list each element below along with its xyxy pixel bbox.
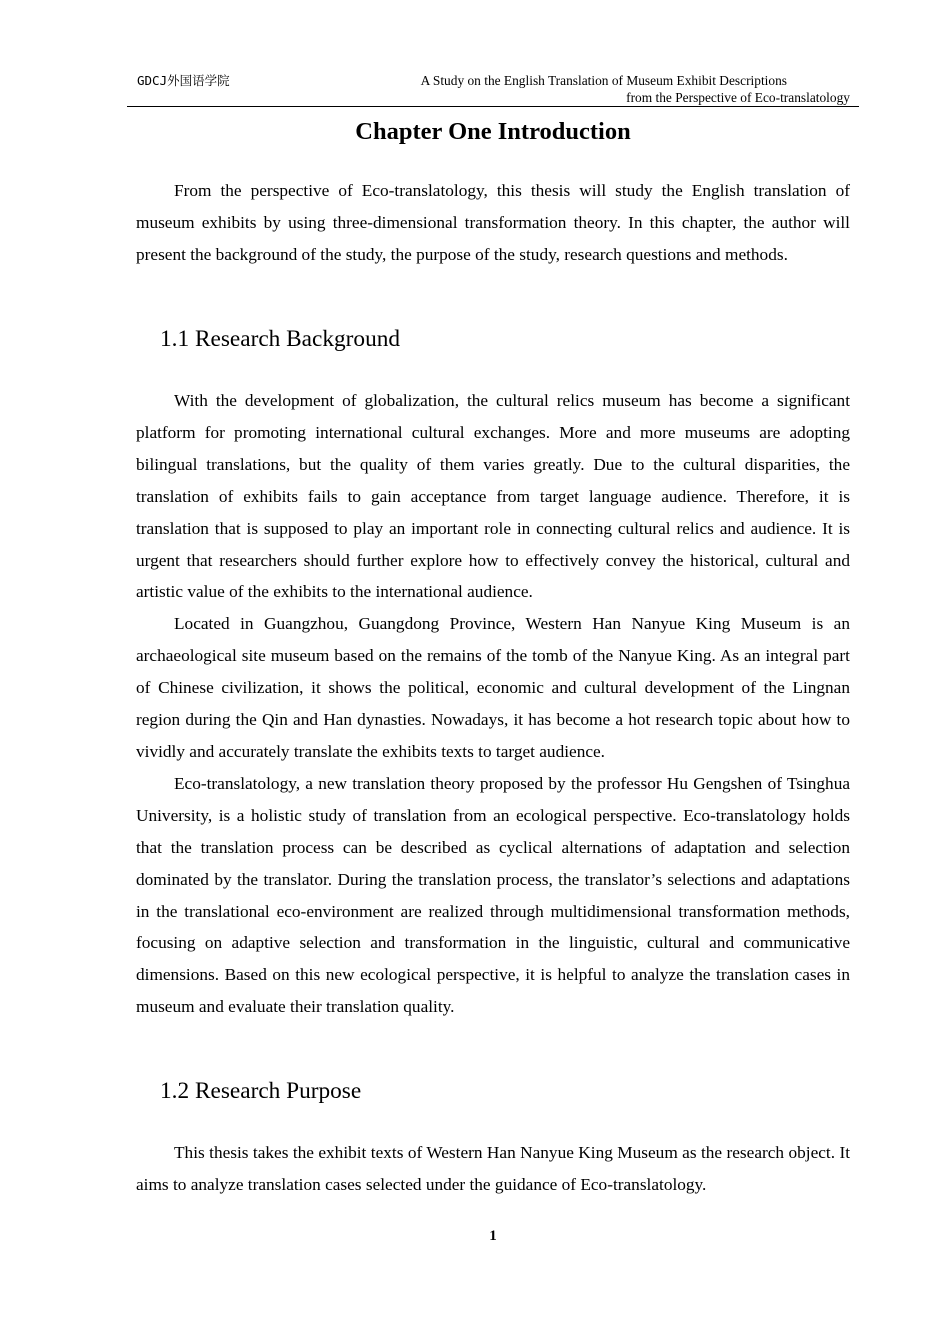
paragraph-background-1: With the development of globalization, the cultural relics museum has become a significant platform for promoting international cultural exchanges. More and more museums are adopting bilingual translations, but the quality of them varies greatly. Due to the cultural disparities, the translation of exhibits fails to gain acceptance from target language audience. Therefore, it is translation that is supposed to play an important role in connecting cultural relics and audience. It is urgent that researchers should further explore how to effectively convey the historical, cultural and artistic value of the exhibits to the international audience. — [136, 391, 850, 602]
section-heading-1-1: 1.1 Research Background — [160, 326, 401, 352]
header-title-line-2: from the Perspective of Eco-translatology — [626, 90, 850, 105]
paragraph-background-2: Located in Guangzhou, Guangdong Province, Western Han Nanyue King Museum is an archaeological site museum based on the remains of the tomb of the Nanyue King. As an integral part of Chinese civilization, it shows the political, economic and cultural development of the Lingnan region during the Qin and Han dynasties. Nowadays, it has become a hot research topic about how to vividly and accurately translate the exhibits texts to target audience. — [136, 614, 850, 761]
page-number: 1 — [489, 1228, 497, 1244]
intro-section — [136, 175, 850, 271]
paragraph-purpose-1: This thesis takes the exhibit texts of Western Han Nanyue King Museum as the research object. It aims to analyze translation cases selected under the guidance of Eco-translatology. — [136, 1143, 850, 1194]
intro-paragraph: From the perspective of Eco-translatology, this thesis will study the English translation of museum exhibits by using three-dimensional transformation theory. In this chapter, the author will present the background of the study, the purpose of the study, research questions and methods. — [136, 181, 850, 264]
header-institution: GDCJ外国语学院 — [137, 73, 230, 88]
header-running-title — [421, 72, 850, 106]
header-rule — [127, 106, 859, 107]
paragraph-background-3: Eco-translatology, a new translation theory proposed by the professor Hu Gengshen of Tsinghua University, is a holistic study of translation from an ecological perspective. Eco-translatology holds that the translation process can be described as cyclical alternations of adaptation and selection dominated by the translator. During the translation process, the translator’s selections and adaptations in the translational eco-environment are realized through multidimensional transformation methods, focusing on adaptive selection and transformation in the linguistic, cultural and communicative dimensions. Based on this new ecological perspective, it is helpful to analyze the translation cases in museum and evaluate their translation quality. — [136, 773, 850, 1017]
section-1-2-body — [136, 1137, 850, 1201]
header-title-line-1: A Study on the English Translation of Museum Exhibit Descriptions — [420, 73, 787, 88]
section-heading-1-2: 1.2 Research Purpose — [160, 1078, 362, 1104]
section-1-1-body — [136, 385, 850, 1023]
chapter-title: Chapter One Introduction — [355, 118, 631, 145]
